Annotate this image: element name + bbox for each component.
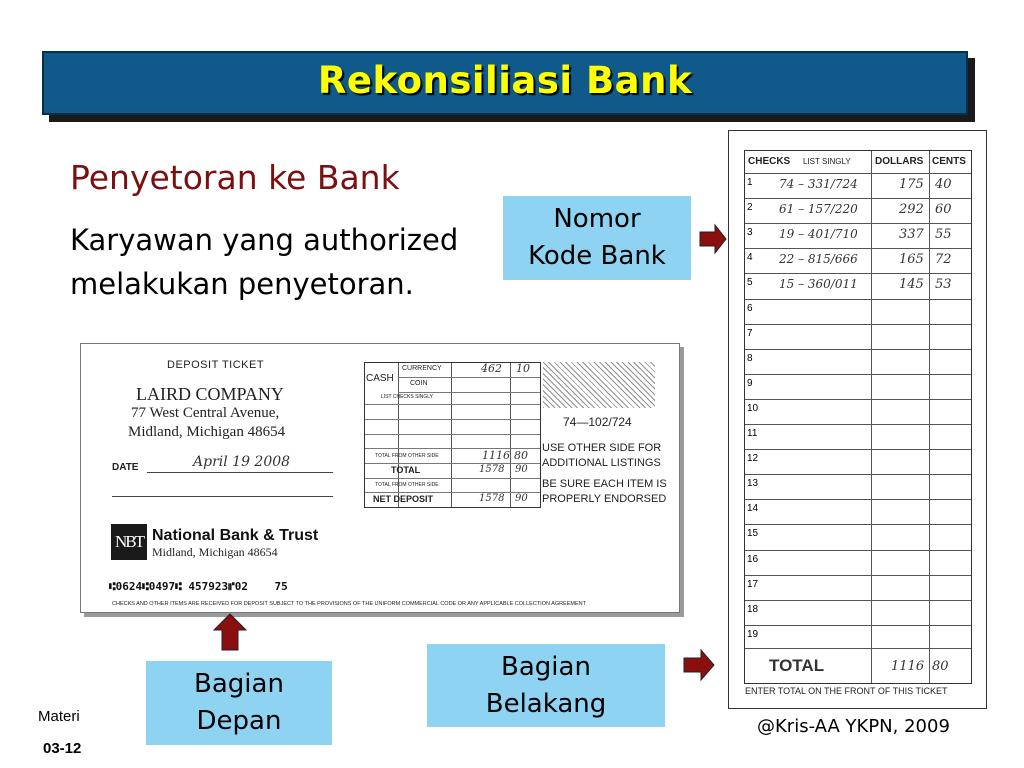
check-cents: 72 — [935, 252, 952, 268]
callout-bank-code-line2: Kode Bank — [528, 241, 666, 271]
bank-code-number: 74—102/724 — [563, 415, 632, 429]
callout-bank-code — [503, 196, 691, 280]
deposit-ticket-front — [80, 343, 680, 613]
check-cents: 60 — [935, 202, 952, 218]
title-bar — [42, 51, 968, 115]
check-dollars: 175 — [899, 177, 924, 192]
check-number: 15 – 360/011 — [779, 277, 858, 292]
coin-row: COIN — [398, 378, 540, 393]
check-number: 74 – 331/724 — [779, 177, 858, 191]
currency-row: CURRENCY 462 10 — [398, 363, 540, 378]
date-value: April 19 2008 — [193, 454, 291, 470]
callout-back: Bagian Belakang — [427, 644, 665, 727]
table-row — [745, 625, 971, 651]
check-cents: 53 — [935, 277, 952, 293]
callout-front: Bagian Depan — [146, 661, 332, 745]
date-label: DATE — [112, 462, 139, 473]
table-row — [745, 449, 971, 475]
net-deposit-row: NET DEPOSIT 1578 90 — [373, 493, 528, 504]
list-singly-header: LIST SINGLY — [803, 157, 851, 166]
list-checks-row: LIST CHECKS SINGLY — [365, 393, 540, 405]
footer-credit: @Kris-AA YKPN, 2009 — [757, 716, 950, 737]
table-row — [745, 600, 971, 626]
disclaimer: CHECKS AND OTHER ITEMS ARE RECEIVED FOR DEPOSIT SUBJECT TO THE PROVISIONS OF THE UNIFORM COMMERCIAL CODE OR ANY APPLICABLE COLLECTION AGREEMENT — [112, 601, 587, 607]
table-row — [745, 550, 971, 576]
row-number: 9 — [747, 377, 753, 389]
table-row — [745, 173, 971, 199]
table-row — [745, 248, 971, 274]
row-number: 13 — [747, 478, 759, 490]
deposit-ticket-back — [728, 130, 987, 709]
check-dollars: 337 — [899, 227, 924, 243]
check-cents: 55 — [935, 227, 952, 243]
body-text — [70, 218, 500, 306]
checks-table — [744, 150, 972, 684]
slide-title: Rekonsiliasi Bank — [317, 59, 693, 102]
arrow-up-icon — [212, 612, 248, 652]
row-number: 1 — [747, 177, 753, 188]
company-address-2: Midland, Michigan 48654 — [128, 424, 286, 440]
other-side-row: TOTAL FROM OTHER SIDE 1116 80 — [365, 449, 540, 464]
row-number: 11 — [747, 428, 758, 439]
check-number: 61 – 157/220 — [779, 202, 858, 217]
check-dollars: 292 — [899, 202, 924, 218]
note-other-side: USE OTHER SIDE FOR ADDITIONAL LISTINGS — [542, 442, 662, 469]
table-row — [745, 399, 971, 425]
footer-label: Materi — [38, 708, 80, 725]
check-dollars: 165 — [899, 252, 924, 268]
table-row — [745, 575, 971, 601]
row-number: 5 — [747, 277, 753, 289]
total-row: TOTAL 1578 90 — [365, 464, 540, 479]
body-line-2: melakukan penyetoran. — [70, 267, 414, 301]
cents-header: CENTS — [932, 156, 966, 167]
row-number: 6 — [747, 302, 753, 314]
cash-table — [364, 362, 541, 508]
date-line — [147, 472, 333, 473]
table-row — [745, 324, 971, 350]
check-cents: 40 — [935, 177, 952, 192]
security-pattern — [543, 362, 655, 408]
cash-label: CASH — [366, 373, 394, 384]
callout-bank-code-line1: Nomor — [553, 204, 641, 234]
check-number: 22 – 815/666 — [779, 252, 858, 267]
row-number: 2 — [747, 202, 753, 214]
row-number: 14 — [747, 503, 759, 515]
table-row — [745, 374, 971, 400]
table-row — [745, 198, 971, 224]
back-footer: ENTER TOTAL ON THE FRONT OF THIS TICKET — [745, 686, 948, 696]
micr-line: ⑆0624⑆0497⑆ 457923⑈02 75 — [109, 580, 288, 593]
check-dollars: 145 — [899, 277, 924, 293]
row-number: 10 — [747, 402, 759, 414]
table-row — [745, 223, 971, 249]
ticket-header: DEPOSIT TICKET — [167, 359, 265, 371]
total-row: TOTAL 1116 80 — [745, 648, 971, 684]
slide-subtitle: Penyetoran ke Bank — [70, 158, 400, 197]
row-number: 4 — [747, 252, 753, 264]
blank-line — [112, 496, 333, 497]
arrow-right-icon — [698, 223, 728, 255]
row-number: 18 — [747, 603, 759, 615]
table-row — [745, 349, 971, 375]
arrow-right-icon — [682, 648, 716, 682]
bank-city: Midland, Michigan 48654 — [152, 545, 278, 559]
table-row — [745, 499, 971, 525]
footer-number: 03-12 — [43, 740, 82, 757]
body-line-1: Karyawan yang authorized — [70, 223, 459, 257]
row-number: 16 — [747, 553, 759, 565]
table-row — [745, 474, 971, 500]
company-address-1: 77 West Central Avenue, — [131, 405, 280, 421]
row-number: 12 — [747, 453, 759, 465]
row-number: 15 — [747, 528, 759, 540]
row-number: 7 — [747, 327, 753, 339]
table-row — [745, 273, 971, 299]
note-endorsed: BE SURE EACH ITEM IS PROPERLY ENDORSED — [542, 478, 667, 505]
checks-header: CHECKS — [748, 156, 791, 167]
row-number: 8 — [747, 352, 753, 364]
table-row — [745, 524, 971, 550]
dollars-header: DOLLARS — [875, 156, 924, 167]
row-number: 17 — [747, 578, 759, 590]
row-number: 19 — [747, 628, 759, 640]
other-side-row-2: TOTAL FROM OTHER SIDE — [365, 479, 540, 493]
table-row — [745, 424, 971, 450]
row-number: 3 — [747, 227, 753, 239]
company-name: LAIRD COMPANY — [136, 384, 284, 404]
table-row — [745, 299, 971, 325]
check-number: 19 – 401/710 — [779, 227, 858, 242]
bank-name: National Bank & Trust — [152, 527, 319, 544]
bank-logo: NBT — [111, 524, 147, 560]
